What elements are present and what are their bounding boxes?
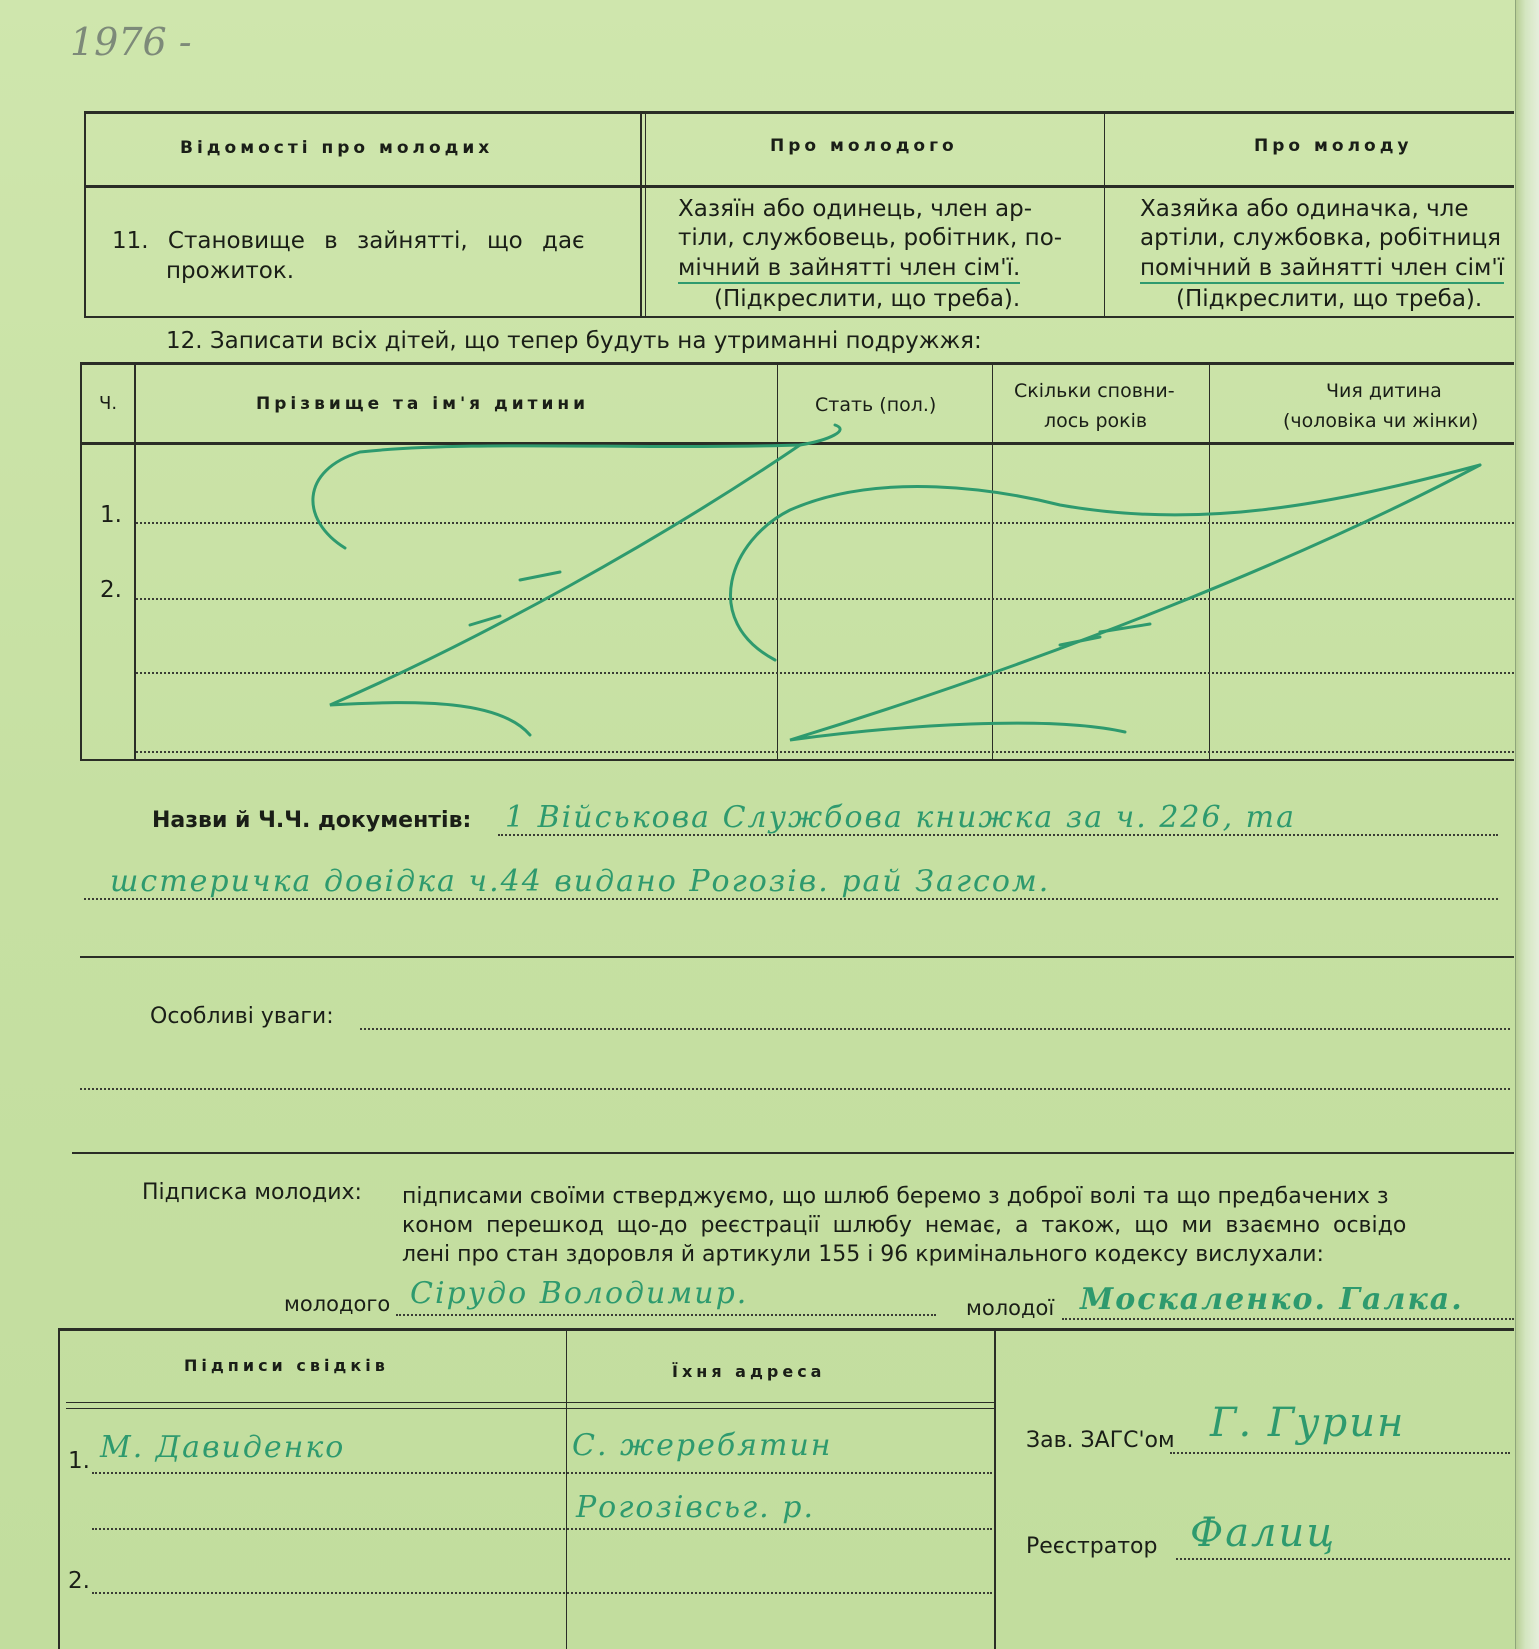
col-header-age-2: лось років xyxy=(1044,410,1148,432)
witness-row-1: 1. xyxy=(68,1448,90,1474)
row-label-occupation-2: прожиток. xyxy=(166,258,295,284)
col-header-number: Ч. xyxy=(99,393,118,414)
witness-line-1 xyxy=(92,1472,992,1474)
pledge-line-1: підписами своїми стверджуємо, що шлюб беремо з доброї волі та що предбачених з xyxy=(402,1184,1389,1209)
stroke-right-diagonal xyxy=(790,465,1480,740)
registrar-signature-line xyxy=(1176,1558,1510,1560)
witness1-signature: М. Давиденко xyxy=(100,1430,346,1465)
groom-option-line-1: Хазяїн або одинець, член ар- xyxy=(678,196,1033,222)
registrar-label: Реєстратор xyxy=(1026,1534,1158,1559)
pledge-line-3: лені про стан здоровля й артикули 155 і 96 кримінального кодексу вислухали: xyxy=(402,1242,1324,1267)
witness-header-rule-2 xyxy=(66,1408,994,1409)
witness-left-border xyxy=(58,1328,60,1649)
groom-signature-label: молодого xyxy=(284,1292,391,1316)
head-signature-line xyxy=(1170,1452,1510,1454)
pledge-label: Підписка молодих: xyxy=(142,1180,362,1205)
col-header-bride: Про молоду xyxy=(1254,136,1413,156)
pledge-line-2: коном перешкод що-до реєстрації шлюбу немає, а також, що ми взаємно освідо xyxy=(402,1213,1407,1238)
head-label: Зав. ЗАГС'ом xyxy=(1026,1428,1175,1453)
children-intro: 12. Записати всіх дітей, що тепер будуть на утриманні подружжя: xyxy=(166,328,982,354)
documents-bottom-rule xyxy=(80,956,1514,958)
bride-option-line-3: помічний в зайнятті член сім'ї xyxy=(1140,255,1504,284)
head-signature: Г. Гурин xyxy=(1210,1400,1406,1446)
col-header-whose-2: (чоловіка чи жінки) xyxy=(1283,410,1479,432)
groom-signature: Сірудо Володимир. xyxy=(410,1276,749,1311)
documents-value-1: 1 Військова Службова книжка за ч. 226, та xyxy=(505,800,1297,835)
witness-header-rule xyxy=(66,1402,994,1403)
bride-option-hint: (Підкреслити, що треба). xyxy=(1176,286,1483,312)
cancellation-strokes xyxy=(0,0,1515,800)
corner-note: 1976 - xyxy=(70,20,192,64)
remarks-line-2 xyxy=(80,1088,1510,1090)
documents-label: Назви й Ч.Ч. документів: xyxy=(152,808,472,833)
registrar-signature: Фалиц xyxy=(1190,1510,1337,1556)
remarks-label: Особливі уваги: xyxy=(150,1004,334,1029)
col-header-groom: Про молодого xyxy=(770,136,958,156)
witness-line-1b xyxy=(92,1528,992,1530)
col-header-info: Відомості про молодих xyxy=(180,138,494,158)
bride-option-line-2: артіли, службовка, робітниця xyxy=(1140,225,1501,251)
row-label-occupation-1: 11. Становище в зайнятті, що дає xyxy=(112,228,585,254)
col-header-sex: Стать (пол.) xyxy=(815,394,937,416)
bride-signature-label: молодої xyxy=(966,1296,1055,1320)
groom-signature-line xyxy=(396,1314,936,1316)
documents-value-2: шстеричка довідка ч.44 видано Рогозів. рай Загсом. xyxy=(110,864,1051,899)
groom-option-line-3: мічний в зайнятті член сім'ї. xyxy=(678,255,1020,284)
witness-top-border xyxy=(58,1328,1514,1331)
stroke-right-bars xyxy=(1060,624,1150,645)
groom-option-hint: (Підкреслити, що треба). xyxy=(714,286,1021,312)
child-row-number-1: 1. xyxy=(100,502,122,528)
witness-divider-1 xyxy=(566,1328,567,1649)
col-header-witness-sign: Підписи свідків xyxy=(184,1356,389,1375)
witness-divider-2 xyxy=(994,1328,996,1649)
witness1-address-2: Рогозівсьг. р. xyxy=(576,1490,815,1525)
adjacent-page-edge xyxy=(1515,0,1539,1649)
bride-option-line-1: Хазяйка або одиначка, чле xyxy=(1140,196,1469,222)
col-header-child-name: Прізвище та ім'я дитини xyxy=(256,394,590,414)
remarks-line-1 xyxy=(360,1028,1510,1030)
child-row-number-2: 2. xyxy=(100,577,122,603)
col-header-witness-address: Їхня адреса xyxy=(672,1362,826,1381)
bride-signature-line xyxy=(1062,1318,1514,1320)
remarks-bottom-rule xyxy=(72,1152,1514,1154)
witness1-address-1: С. жеребятин xyxy=(572,1428,833,1463)
col-header-whose-1: Чия дитина xyxy=(1326,380,1442,402)
bride-signature: Москаленко. Галка. xyxy=(1080,1282,1464,1317)
witness-row-2: 2. xyxy=(68,1568,90,1594)
groom-option-line-2: тіли, службовець, робітник, по- xyxy=(678,225,1063,251)
witness-line-2 xyxy=(92,1592,992,1594)
col-header-age-1: Скільки сповни- xyxy=(1014,380,1175,402)
